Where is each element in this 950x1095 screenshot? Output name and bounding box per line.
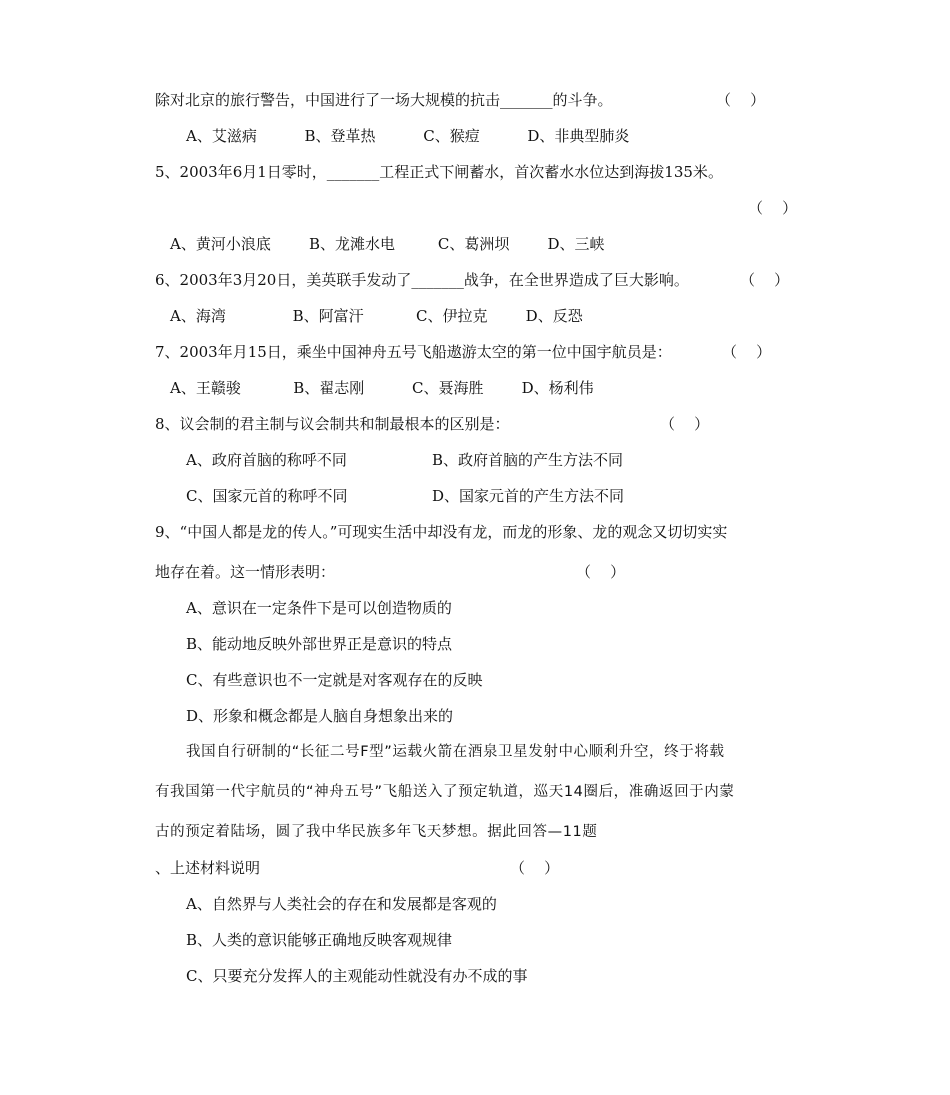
- question-8-text: 8、议会制的君主制与议会制共和制最根本的区别是：: [155, 415, 510, 433]
- question-4-text: 除对北京的旅行警告，中国进行了一场大规模的抗击_______的斗争。: [155, 91, 613, 109]
- question-4-options: A、艾滋病 B、登革热 C、猴痘 D、非典型肺炎: [186, 127, 630, 145]
- question-9-text-line-1: 9、“中国人都是龙的传人。”可现实生活中却没有龙，而龙的形象、龙的观念又切切实实: [155, 523, 728, 541]
- reading-passage-line-2: 有我国第一代宇航员的“神舟五号”飞船送入了预定轨道，巡天14圈后，准确返回于内蒙: [155, 784, 735, 800]
- question-6-answer-blank: （ ）: [740, 271, 790, 289]
- question-6-text: 6、2003年3月20日，美英联手发动了_______战争，在全世界造成了巨大影响。: [155, 271, 689, 289]
- question-9-answer-blank: （ ）: [576, 563, 626, 581]
- question-7-options: A、王赣骏 B、翟志刚 C、聂海胜 D、杨利伟: [170, 379, 594, 397]
- question-8-answer-blank: （ ）: [660, 415, 710, 433]
- question-4-answer-blank: （ ）: [716, 91, 766, 109]
- question-10-option-b: B、人类的意识能够正确地反映客观规律: [186, 931, 453, 949]
- question-5-options: A、黄河小浪底 B、龙滩水电 C、葛洲坝 D、三峡: [170, 235, 605, 253]
- question-8-option-b: B、政府首脑的产生方法不同: [432, 451, 624, 469]
- reading-passage-line-1: 我国自行研制的“长征二号F型”运载火箭在酒泉卫星发射中心顺利升空，终于将载: [186, 744, 725, 760]
- question-5-text: 5、2003年6月1日零时，_______工程正式下闸蓄水，首次蓄水水位达到海拔135米。: [155, 163, 723, 181]
- question-7-text: 7、2003年月15日，乘坐中国神舟五号飞船遨游太空的第一位中国宇航员是：: [155, 343, 672, 361]
- question-9-option-c: C、有些意识也不一定就是对客观存在的反映: [186, 671, 483, 689]
- question-10-option-a: A、自然界与人类社会的存在和发展都是客观的: [186, 895, 497, 913]
- question-5-answer-blank: （ ）: [748, 199, 798, 217]
- question-9-text-line-2: 地存在着。这一情形表明：: [155, 563, 336, 581]
- question-10-option-c: C、只要充分发挥人的主观能动性就没有办不成的事: [186, 967, 528, 985]
- reading-passage-line-3: 古的预定着陆场，圆了我中华民族多年飞天梦想。据此回答—11题: [155, 824, 598, 840]
- question-8-option-c: C、国家元首的称呼不同: [186, 487, 348, 505]
- question-8-option-a: A、政府首脑的称呼不同: [186, 451, 347, 469]
- question-10-answer-blank: （ ）: [510, 859, 560, 877]
- question-9-option-b: B、能动地反映外部世界正是意识的特点: [186, 635, 453, 653]
- question-9-option-d: D、形象和概念都是人脑自身想象出来的: [186, 707, 454, 725]
- question-6-options: A、海湾 B、阿富汗 C、伊拉克 D、反恐: [170, 307, 583, 325]
- question-9-option-a: A、意识在一定条件下是可以创造物质的: [186, 599, 452, 617]
- question-7-answer-blank: （ ）: [722, 343, 772, 361]
- question-10-text: 、上述材料说明: [155, 859, 261, 877]
- question-8-option-d: D、国家元首的产生方法不同: [432, 487, 625, 505]
